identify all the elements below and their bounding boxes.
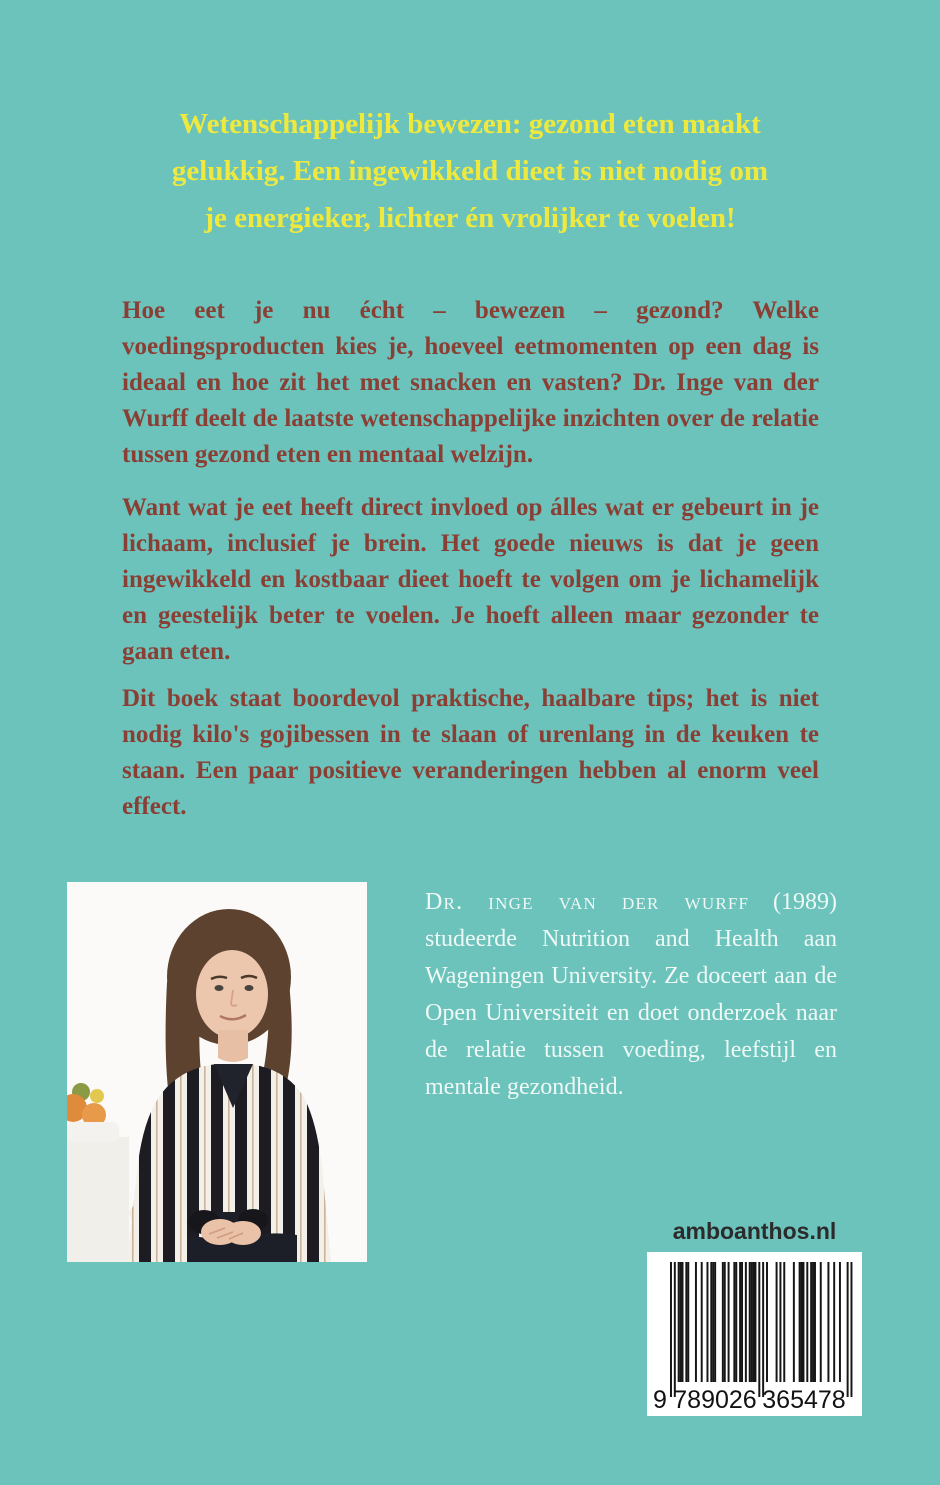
barcode-svg <box>647 1252 862 1416</box>
barcode <box>647 1252 862 1416</box>
barcode-bars <box>670 1262 852 1397</box>
isbn-digit-lead: 9 <box>653 1386 667 1414</box>
author-photo-illustration <box>67 882 367 1262</box>
author-photo <box>67 882 367 1262</box>
headline-line-3: je energieker, lichter én vrolijker te voelen! <box>204 202 736 234</box>
publisher-url: amboanthos.nl <box>672 1218 837 1244</box>
author-bio-text: (1989) studeerde Nutrition and Health aan Wageningen University. Ze doceert aan de Open Universiteit en doet onderzoek naar de relatie tussen voeding, leefstijl en mentale gezondheid. <box>425 889 837 1100</box>
isbn-digits-left: 789026 <box>673 1386 757 1414</box>
author-bio <box>425 884 837 1262</box>
author-title: Dr. <box>425 889 489 915</box>
headline-line-1: Wetenschappelijk bewezen: gezond eten maakt <box>179 108 761 140</box>
isbn-digits-right: 365478 <box>762 1386 846 1414</box>
headline <box>70 101 870 242</box>
author-name: inge van der wurff <box>488 889 750 915</box>
blurb-paragraph-1: Hoe eet je nu écht – bewezen – gezond? Welke voedingsproducten kies je, hoeveel eetmomenten op een dag is ideaal en hoe zit het met snacken en vasten? Dr. Inge van der Wurff deelt de laatste wetenschappelijke inzichten over de relatie tussen gezond eten en mentaal welzijn. <box>122 297 819 468</box>
headline-line-2: gelukkig. Een ingewikkeld dieet is niet nodig om <box>171 155 769 187</box>
blurb-paragraph-2: Want wat je eet heeft direct invloed op álles wat er gebeurt in je lichaam, inclusief je brein. Het goede nieuws is dat je geen ingewikkeld en kostbaar dieet hoeft te volgen om je lichamelijk en geestelijk beter te voelen. Je hoeft alleen maar gezonder te gaan eten. <box>122 494 819 665</box>
blurb-paragraph-3: Dit boek staat boordevol praktische, haalbare tips; het is niet nodig kilo's gojibessen in te slaan of urenlang in de keuken te staan. Een paar positieve veranderingen hebben al enorm veel effect. <box>122 685 819 820</box>
author-section <box>67 882 873 1262</box>
